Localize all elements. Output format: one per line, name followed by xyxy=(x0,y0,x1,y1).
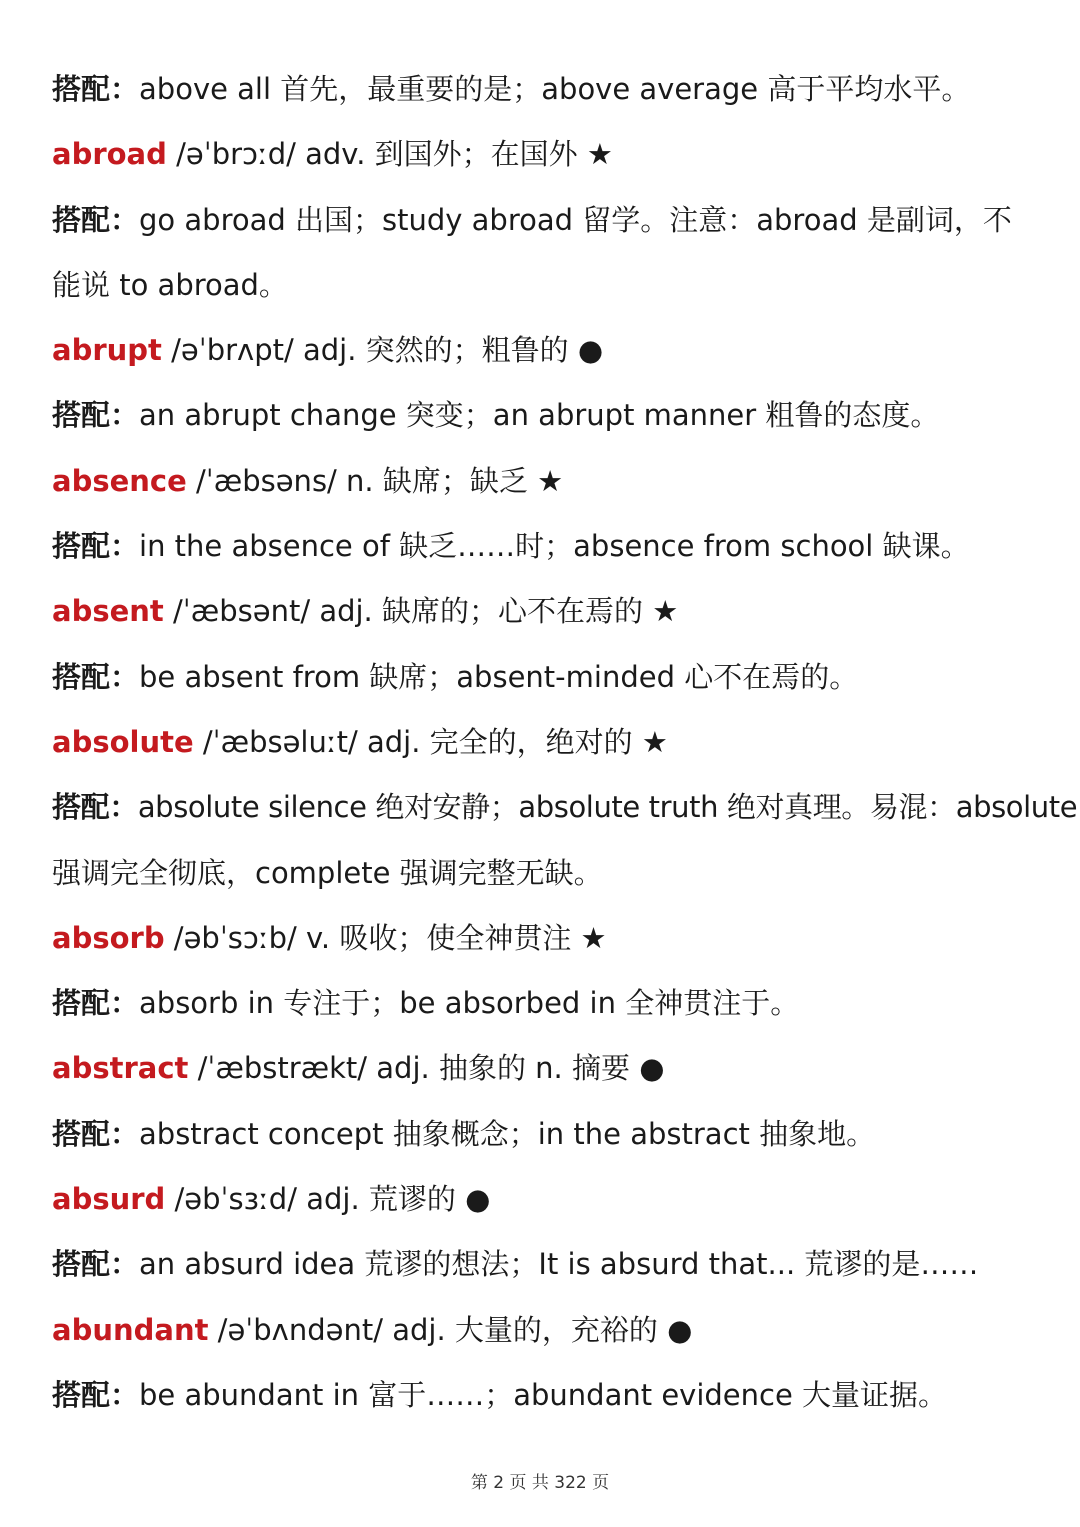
collocation-line xyxy=(52,645,1042,710)
headword: abstract xyxy=(52,1051,189,1086)
headword: absence xyxy=(52,463,187,498)
collocation-text: absorb in 专注于；be absorbed in 全神贯注于。 xyxy=(139,986,800,1021)
collocation-line xyxy=(52,514,1042,579)
collocation-label: 搭配： xyxy=(52,1377,140,1412)
headword: abroad xyxy=(52,137,167,172)
collocation-line xyxy=(52,775,1078,840)
entry-line xyxy=(52,122,1042,187)
entry-line xyxy=(52,1036,1042,1101)
entry-definition: /əˈbʌndənt/ adj. 大量的，充裕的 ● xyxy=(208,1312,693,1347)
entry-definition: /əbˈsɔːb/ v. 吸收；使全神贯注 ★ xyxy=(164,920,607,955)
entry-definition: /ˈæbsənt/ adj. 缺席的；心不在焉的 ★ xyxy=(163,594,679,629)
collocation-label: 搭配： xyxy=(52,202,140,237)
collocation-text: absolute silence 绝对安静；absolute truth 绝对真理。易混：absolute xyxy=(137,790,1078,825)
collocation-line xyxy=(52,1232,1042,1297)
entry-definition: /ˈæbsəns/ n. 缺席；缺乏 ★ xyxy=(186,463,564,498)
collocation-label: 搭配： xyxy=(52,790,138,825)
entry-definition: /əˈbrʌpt/ adj. 突然的；粗鲁的 ● xyxy=(161,333,604,368)
entry-line xyxy=(52,1298,1042,1363)
collocation-label: 搭配： xyxy=(52,72,140,106)
collocation-line xyxy=(52,383,1042,448)
collocation-label: 搭配： xyxy=(52,529,140,564)
collocation-text: be absent from 缺席；absent-minded 心不在焉的。 xyxy=(139,659,859,694)
collocation-line xyxy=(52,188,1042,253)
headword: abundant xyxy=(52,1312,209,1347)
collocation-label: 搭配： xyxy=(52,1247,140,1282)
entry-line xyxy=(52,449,1042,514)
collocation-line xyxy=(52,57,1042,122)
headword: absorb xyxy=(52,920,165,955)
entry-line xyxy=(52,579,1042,644)
entry-definition: /ˈæbsəluːt/ adj. 完全的，绝对的 ★ xyxy=(193,724,668,759)
entry-definition: /ˈæbstrækt/ adj. 抽象的 n. 摘要 ● xyxy=(188,1051,665,1086)
continuation-line xyxy=(52,253,1042,318)
dictionary-entries xyxy=(52,57,1078,1428)
collocation-line xyxy=(52,1102,1042,1167)
collocation-line xyxy=(52,1363,1042,1428)
entry-line xyxy=(52,318,1042,383)
collocation-text: an absurd idea 荒谬的想法；It is absurd that... 荒谬的是…… xyxy=(139,1247,979,1282)
collocation-label: 搭配： xyxy=(52,986,140,1021)
collocation-line xyxy=(52,971,1042,1036)
collocation-label: 搭配： xyxy=(52,1116,140,1151)
collocation-text: above all 首先，最重要的是；above average 高于平均水平。 xyxy=(139,72,971,106)
entry-definition: /əˈbrɔːd/ adv. 到国外；在国外 ★ xyxy=(166,137,613,172)
continuation-line xyxy=(52,841,1042,906)
collocation-label: 搭配： xyxy=(52,659,140,694)
collocation-text: abstract concept 抽象概念；in the abstract 抽象地。 xyxy=(139,1116,876,1151)
collocation-label: 搭配： xyxy=(52,398,140,433)
headword: absurd xyxy=(52,1182,166,1217)
page-footer: 第 2 页 共 322 页 xyxy=(470,1473,610,1493)
continuation-text: 能说 to abroad。 xyxy=(52,267,288,302)
collocation-text: go abroad 出国；study abroad 留学。注意：abroad 是副词，不 xyxy=(139,202,1012,237)
entry-definition: /əbˈsɜːd/ adj. 荒谬的 ● xyxy=(165,1182,491,1217)
collocation-text: in the absence of 缺乏……时；absence from school 缺课。 xyxy=(139,529,970,564)
collocation-text: an abrupt change 突变；an abrupt manner 粗鲁的态度。 xyxy=(139,398,940,433)
entry-line xyxy=(52,710,1042,775)
continuation-text: 强调完全彻底，complete 强调完整无缺。 xyxy=(52,855,603,890)
headword: absent xyxy=(52,594,164,629)
entry-line xyxy=(52,1167,1042,1232)
headword: abrupt xyxy=(52,333,162,368)
headword: absolute xyxy=(52,724,194,759)
collocation-text: be abundant in 富于……；abundant evidence 大量证据。 xyxy=(139,1377,948,1412)
entry-line xyxy=(52,906,1042,971)
